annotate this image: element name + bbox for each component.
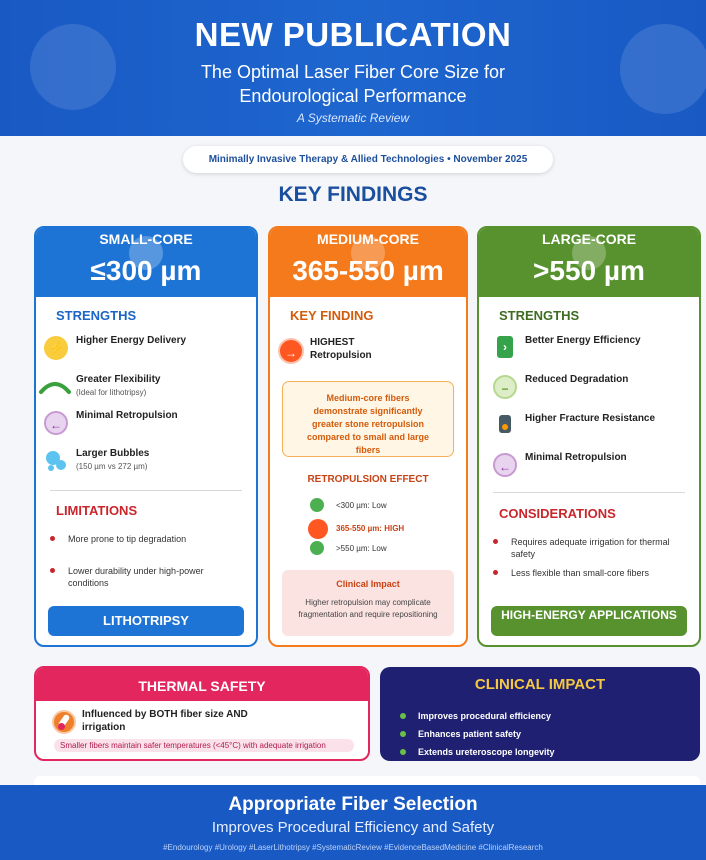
strength-item xyxy=(44,409,250,439)
arrow-right-icon: → xyxy=(278,338,304,364)
status-dot xyxy=(310,498,324,512)
small-core-header xyxy=(36,228,256,297)
strength-label: Minimal Retropulsion xyxy=(525,452,627,463)
status-dot xyxy=(310,541,324,555)
thermometer-icon xyxy=(52,710,76,734)
highlight-box: Medium-core fibers demonstrate significantly greater stone retropulsion compared to small and large fibers xyxy=(282,381,454,457)
clinical-impact-card: CLINICAL IMPACT Improves procedural efficiency Enhances patient safety Extends ureteroscope longevity xyxy=(380,667,700,761)
large-core-header xyxy=(479,228,699,297)
considerations-heading: CONSIDERATIONS xyxy=(499,506,616,521)
chevron-right-icon: › xyxy=(497,336,513,358)
small-core-strengths-heading: STRENGTHS xyxy=(56,308,137,323)
header-banner xyxy=(0,0,706,136)
divider xyxy=(50,490,242,491)
key-finding-heading: KEY FINDING xyxy=(290,308,374,323)
strength-label: Better Energy Efficiency xyxy=(525,335,641,346)
strength-item xyxy=(44,373,250,403)
medium-core-card: MEDIUM-CORE 365-550 µm KEY FINDING → HIGHEST Retropulsion Medium-core fibers demonstrate significantly greater stone retropulsion compared to small and large fibers RETROPULSION EFFECT <300 µm: Low 365-550 µm: HIGH >550 µm: Low Clinical Impact Higher retropulsion may complicate fragmentation and require repositioning xyxy=(268,226,468,647)
hashtags: #Endourology #Urology #LaserLithotripsy #SystematicReview #EvidenceBasedMedicine #ClinicalResearch xyxy=(163,843,543,852)
clinical-impact-heading: CLINICAL IMPACT xyxy=(474,676,606,693)
strength-item xyxy=(493,373,693,403)
strength-label: Reduced Degradation xyxy=(525,374,629,385)
large-core-strengths-heading: STRENGTHS xyxy=(499,308,580,323)
publication-title: NEW PUBLICATION xyxy=(194,16,512,53)
large-core-card: LARGE-CORE >550 µm STRENGTHS › Better Energy Efficiency − Reduced Degradation Higher Fracture Resistance ← Minimal Retropulsion CONSIDERATIONS Requires adequate irrigation for thermal safety Less flexible than small-core fibers HIGH-ENERGY APPLICATIONS xyxy=(477,226,701,647)
bubbles-icon xyxy=(44,449,68,473)
lithotripsy-button[interactable]: LITHOTRIPSY xyxy=(48,606,244,636)
section-title: KEY FINDINGS xyxy=(278,183,428,206)
strength-label: Higher Fracture Resistance xyxy=(525,413,656,424)
status-dot xyxy=(308,519,328,539)
flex-arc-icon xyxy=(44,375,68,399)
small-core-category: SMALL-CORE xyxy=(99,231,193,247)
finding-item xyxy=(278,336,460,366)
thermal-safety-card xyxy=(34,666,370,761)
medium-core-size: 365-550 µm xyxy=(292,255,444,286)
medium-core-category: MEDIUM-CORE xyxy=(317,231,419,247)
finding-label: HIGHEST Retropulsion xyxy=(310,337,372,361)
strength-item xyxy=(493,334,693,364)
strength-label: Greater Flexibility (Ideal for lithotripsy) xyxy=(76,374,161,397)
journal-pill: Minimally Invasive Therapy & Allied Technologies • November 2025 xyxy=(183,146,553,173)
strength-item xyxy=(44,334,250,364)
strength-item xyxy=(493,451,693,481)
small-core-size: ≤300 µm xyxy=(90,255,202,286)
high-energy-button[interactable]: HIGH-ENERGY APPLICATIONS xyxy=(491,606,687,636)
review-type: A Systematic Review xyxy=(296,111,410,125)
thermal-safety-note: Smaller fibers maintain safer temperatures (<45°C) with adequate irrigation xyxy=(54,739,354,752)
thermal-safety-title: THERMAL SAFETY xyxy=(36,668,368,701)
strength-item xyxy=(493,412,693,442)
footer-subtitle: Improves Procedural Efficiency and Safety xyxy=(211,819,495,836)
divider xyxy=(493,492,685,493)
arrow-left-icon: ← xyxy=(44,411,68,435)
small-core-limitations-heading: LIMITATIONS xyxy=(56,503,138,518)
strength-item xyxy=(44,447,250,477)
battery-icon xyxy=(499,415,511,433)
footer-banner xyxy=(0,785,706,860)
large-core-category: LARGE-CORE xyxy=(541,231,637,247)
lightning-icon: ⚡ xyxy=(44,336,68,360)
clinical-impact-box xyxy=(282,570,454,636)
large-core-size: >550 µm xyxy=(533,255,645,286)
strength-label: Higher Energy Delivery xyxy=(76,335,187,346)
clinical-impact-text: Higher retropulsion may complicate fragmentation and require repositioning xyxy=(298,598,438,619)
subtitle-line-1: The Optimal Laser Fiber Core Size for xyxy=(200,62,506,82)
thermal-safety-text: Influenced by BOTH fiber size AND irrigation xyxy=(82,709,248,733)
small-core-card: SMALL-CORE ≤300 µm STRENGTHS ⚡ Higher Energy Delivery Greater Flexibility (Ideal for lithotripsy) ← Minimal Retropulsion Larger Bubbles (150 µm vs 272 µm) LIMITATIONS More prone to tip degradation Lower durability under high-power conditions LITHOTRIPSY xyxy=(34,226,258,647)
minus-circle-icon: − xyxy=(493,375,517,399)
retropulsion-effect-heading: RETROPULSION EFFECT xyxy=(307,474,429,485)
clinical-impact-title: Clinical Impact xyxy=(336,579,400,589)
medium-core-header xyxy=(270,228,466,297)
footer-title: Appropriate Fiber Selection xyxy=(228,794,478,815)
arrow-left-icon: ← xyxy=(493,453,517,477)
strength-label: Minimal Retropulsion xyxy=(76,410,178,421)
strength-label: Larger Bubbles (150 µm vs 272 µm) xyxy=(76,448,150,471)
subtitle-line-2: Endourological Performance xyxy=(239,86,467,106)
